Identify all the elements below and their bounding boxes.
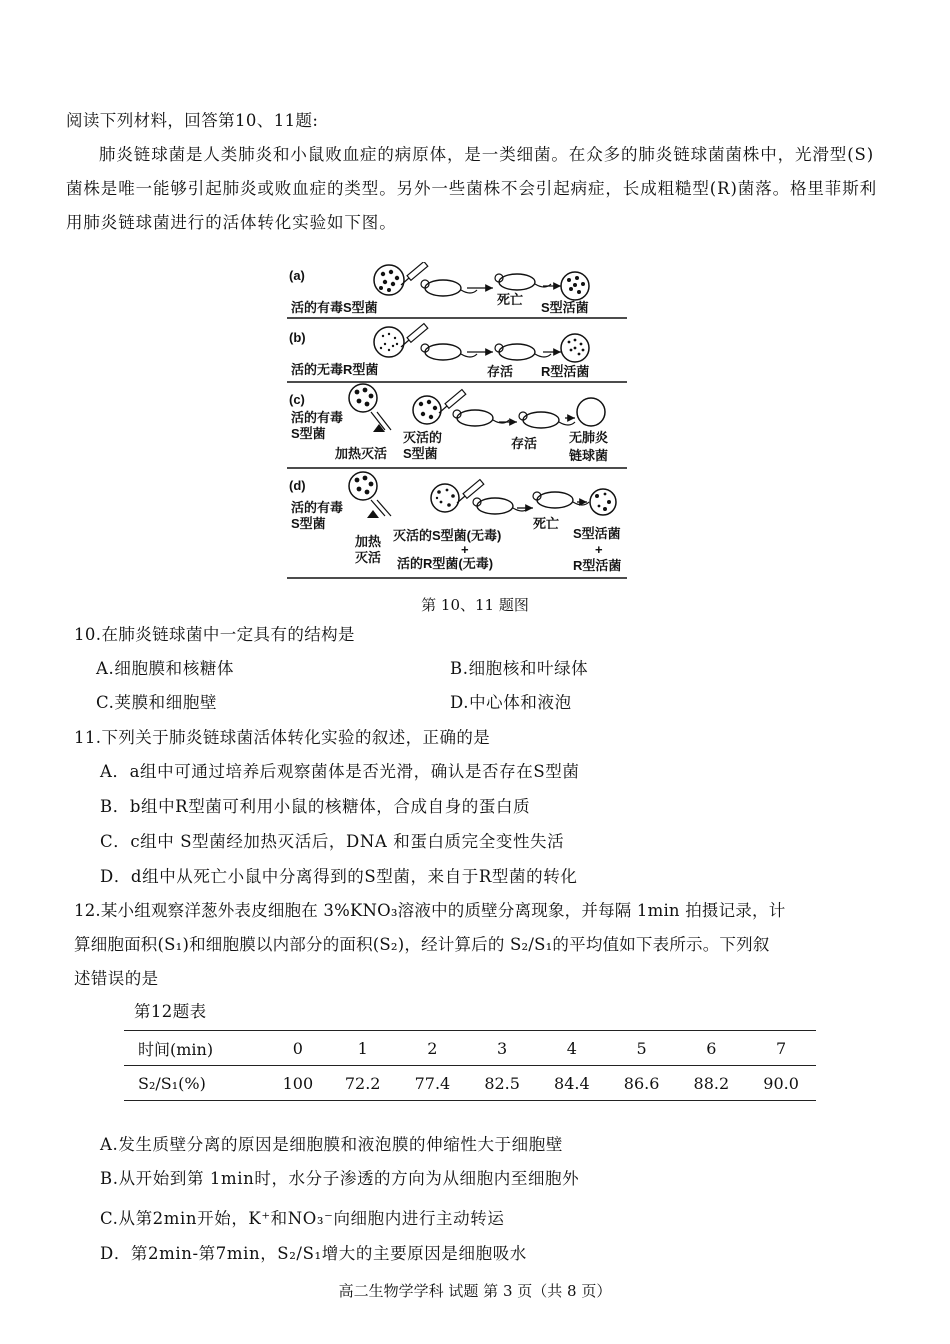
dead-mouse-icon [533, 492, 589, 508]
table-cell: 2 [398, 1031, 468, 1066]
table-cell: 4 [537, 1031, 607, 1066]
row-c-input1: 活的有毒 [291, 410, 344, 425]
q10-option-d: D.中心体和液泡 [450, 693, 572, 712]
alive-mouse-icon [519, 412, 575, 428]
alive-mouse-icon [495, 344, 551, 360]
q12-table [124, 1030, 816, 1101]
q12-stem-line2: 算细胞面积(S₁)和细胞膜以内部分的面积(S₂)，经计算后的 S₂/S₁的平均值如下表所示。下列叙 [74, 935, 770, 954]
plate-r-bacteria-icon [374, 327, 404, 357]
intro-text: 阅读下列材料，回答第10、11题: [66, 111, 319, 130]
q12-table-title: 第12题表 [134, 1002, 207, 1021]
table-cell: 90.0 [746, 1066, 816, 1101]
row-c-mid: 存活 [511, 436, 538, 451]
row-a-mid: 死亡 [497, 292, 524, 307]
row-d-mix1: 灭活的S型菌(无毒) [393, 528, 502, 543]
mouse-icon [453, 410, 509, 426]
dead-mouse-icon [495, 274, 551, 290]
q11-option-a: A．a组中可通过培养后观察菌体是否光滑，确认是否存在S型菌 [100, 762, 580, 781]
table-cell: 0 [268, 1031, 328, 1066]
row-a [287, 262, 627, 318]
table-row [124, 1066, 816, 1101]
table-row [124, 1031, 816, 1066]
row-c-killed2: S型菌 [403, 446, 438, 461]
row-a-input: 活的有毒S型菌 [291, 300, 378, 315]
row-c-result1: 无肺炎 [569, 430, 609, 445]
q10-option-c: C.荚膜和细胞壁 [96, 693, 218, 712]
table-cell: 6 [676, 1031, 746, 1066]
q12-option-a: A.发生质壁分离的原因是细胞膜和液泡膜的伸缩性大于细胞壁 [100, 1135, 563, 1154]
row-d-result-plus: + [595, 542, 603, 557]
table-cell: 88.2 [676, 1066, 746, 1101]
row-a-tag: (a) [289, 268, 305, 283]
row-d-heat2: 灭活 [355, 550, 382, 565]
table-cell: 3 [467, 1031, 537, 1066]
row-a-result: S型活菌 [541, 300, 589, 315]
q10-option-b: B.细胞核和叶绿体 [450, 659, 589, 678]
table-cell: 100 [268, 1066, 328, 1101]
table-cell: 5 [607, 1031, 677, 1066]
table-cell: 72.2 [328, 1066, 398, 1101]
row-d-heat1: 加热 [355, 534, 382, 549]
row-d-input2: S型菌 [291, 516, 326, 531]
material-paragraph: 肺炎链球菌是人类肺炎和小鼠败血症的病原体，是一类细菌。在众多的肺炎链球菌菌株中，光滑型(S)菌株是唯一能够引起肺炎或败血症的类型。另外一些菌株不会引起病症，长成粗糙型(R)菌落。格里菲斯利用肺炎链球菌进行的活体转化实验如下图。 [66, 145, 877, 232]
row-c [287, 384, 627, 468]
experiment-figure [285, 262, 635, 582]
q11-option-c: C．c组中 S型菌经加热灭活后，DNA 和蛋白质完全变性失活 [100, 832, 565, 851]
q10-stem: 10.在肺炎链球菌中一定具有的结构是 [74, 625, 355, 644]
row-b-tag: (b) [289, 330, 306, 345]
flame-icon [367, 510, 379, 518]
q12-stem-line3: 述错误的是 [74, 969, 159, 988]
row-d-result1: S型活菌 [573, 526, 621, 541]
row-d-tag: (d) [289, 478, 306, 493]
table-cell: 77.4 [398, 1066, 468, 1101]
table-row-label-ratio: S₂/S₁(%) [124, 1066, 268, 1101]
row-c-input2: S型菌 [291, 426, 326, 441]
table-cell: 86.6 [607, 1066, 677, 1101]
mouse-icon [473, 498, 529, 514]
row-c-killed1: 灭活的 [403, 430, 443, 445]
table-cell: 84.4 [537, 1066, 607, 1101]
q10-option-a: A.细胞膜和核糖体 [96, 659, 235, 678]
row-d-plus: + [461, 542, 469, 557]
empty-plate-icon [577, 398, 605, 426]
q11-stem: 11.下列关于肺炎链球菌活体转化实验的叙述，正确的是 [74, 728, 491, 747]
page-footer: 高二生物学学科 试题 第 3 页（共 8 页） [338, 1282, 612, 1300]
row-b-mid: 存活 [487, 364, 514, 379]
table-cell: 1 [328, 1031, 398, 1066]
q12-stem-line1: 12.某小组观察洋葱外表皮细胞在 3%KNO₃溶液中的质壁分离现象，并每隔 1min 拍摄记录，计 [74, 901, 786, 920]
row-b-input: 活的无毒R型菌 [291, 362, 379, 377]
row-d-mix2: 活的R型菌(无毒) [397, 556, 494, 571]
q11-option-b: B．b组中R型菌可利用小鼠的核糖体，合成自身的蛋白质 [100, 797, 531, 816]
row-d-mid: 死亡 [533, 516, 560, 531]
row-d-input1: 活的有毒 [291, 500, 344, 515]
row-d [287, 472, 627, 578]
figure-caption: 第 10、11 题图 [421, 596, 529, 614]
q12-option-b: B.从开始到第 1min时，水分子渗透的方向为从细胞内至细胞外 [100, 1169, 580, 1188]
q12-option-c: C.从第2min开始，K⁺和NO₃⁻向细胞内进行主动转运 [100, 1209, 505, 1228]
row-b-result: R型活菌 [541, 364, 590, 379]
table-cell: 7 [746, 1031, 816, 1066]
row-c-tag: (c) [289, 392, 305, 407]
q12-option-d: D．第2min-第7min，S₂/S₁增大的主要原因是细胞吸水 [100, 1244, 527, 1263]
row-b [287, 324, 627, 382]
table-row-label-time: 时间(min) [124, 1031, 268, 1066]
plate-result-icon [590, 489, 616, 515]
row-c-heat: 加热灭活 [335, 446, 388, 461]
q11-option-d: D．d组中从死亡小鼠中分离得到的S型菌，来自于R型菌的转化 [100, 867, 578, 886]
row-d-result2: R型活菌 [573, 558, 622, 573]
table-cell: 82.5 [467, 1066, 537, 1101]
row-c-result2: 链球菌 [569, 448, 609, 463]
